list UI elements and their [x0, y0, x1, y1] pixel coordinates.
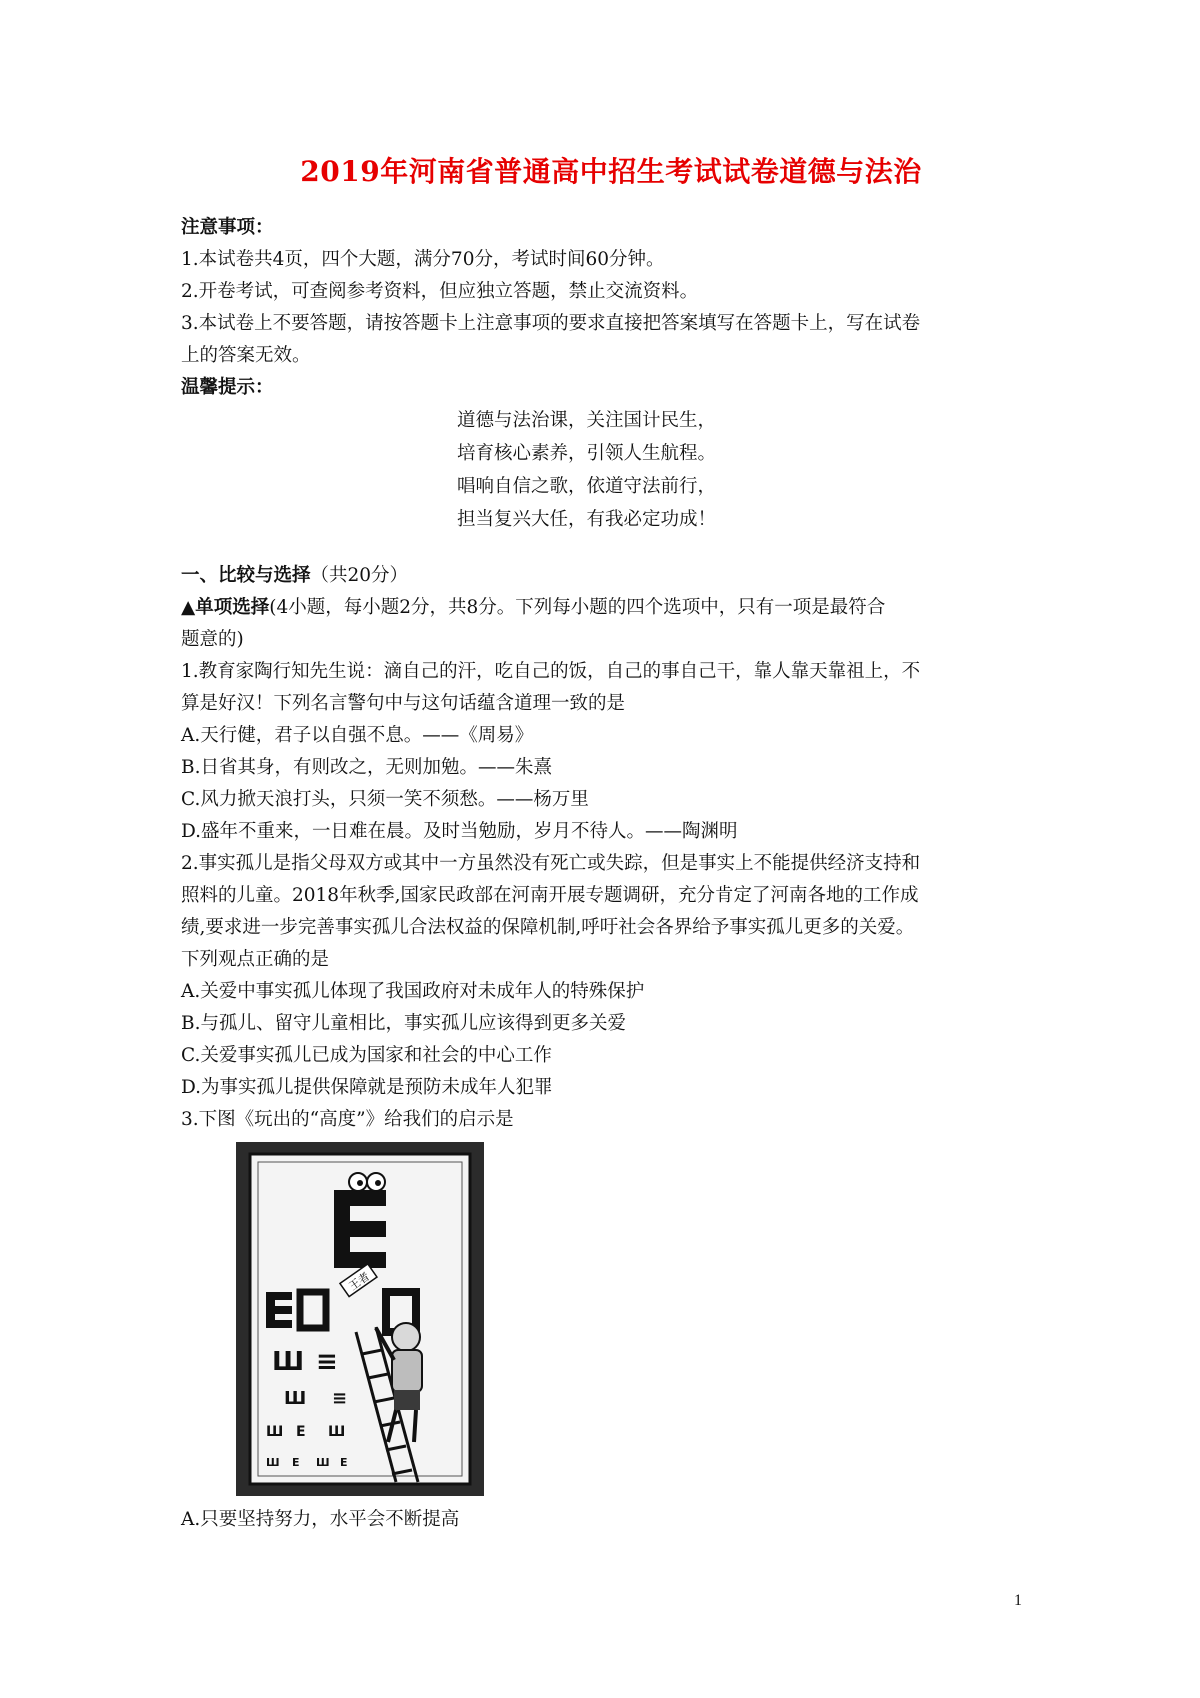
- chart-row-mark: ≡: [332, 1388, 348, 1409]
- option-a: A.天行健，君子以自强不息。——《周易》: [181, 725, 534, 746]
- chart-row-mark: Е: [292, 1456, 300, 1469]
- chart-row-mark: Ш: [316, 1456, 330, 1469]
- option-a: A.只要坚持努力，水平会不断提高: [181, 1509, 460, 1530]
- chart-row-mark: Ш: [284, 1388, 307, 1409]
- notice-item: 上的答案无效。: [181, 345, 311, 366]
- poem: [457, 404, 1041, 536]
- option-d: D.盛年不重来，一日难在晨。及时当勉励，岁月不待人。——陶渊明: [181, 821, 738, 842]
- question-stem: 2.事实孤儿是指父母双方或其中一方虽然没有死亡或失踪，但是事实上不能提供经济支持和: [181, 853, 921, 874]
- section-score: （共20分）: [310, 565, 409, 586]
- spacer: [181, 536, 1041, 560]
- question-stem: 1.教育家陶行知先生说：滴自己的汗，吃自己的饭，自己的事自己干，靠人靠天靠祖上，不: [181, 661, 921, 682]
- notice-item: 2.开卷考试，可查阅参考资料，但应独立答题，禁止交流资料。: [181, 281, 699, 302]
- subsection-note-cont: 题意的): [181, 629, 244, 650]
- notice-item: 3.本试卷上不要答题，请按答题卡上注意事项的要求直接把答案填写在答题卡上，写在试卷: [181, 313, 921, 334]
- question-stem: 绩,要求进一步完善事实孤儿合法权益的保障机制,呼吁社会各界给予事实孤儿更多的关爱。: [181, 917, 915, 938]
- option-c: C.关爱事实孤儿已成为国家和社会的中心工作: [181, 1045, 552, 1066]
- tag-label: 王者: [346, 1269, 373, 1294]
- poem-line: 唱响自信之歌，依道守法前行，: [457, 476, 717, 497]
- chart-row-mark: Ш: [266, 1456, 280, 1469]
- chart-row-mark: Ш: [266, 1424, 284, 1440]
- notice-item: 1.本试卷共4页，四个大题，满分70分，考试时间60分钟。: [181, 249, 665, 270]
- chart-row-mark: Ш: [272, 1347, 305, 1377]
- eye-chart-cartoon: [236, 1142, 484, 1496]
- option-b: B.与孤儿、留守儿童相比，事实孤儿应该得到更多关爱: [181, 1013, 626, 1034]
- subsection-note: (4小题，每小题2分，共8分。下列每小题的四个选项中，只有一项是最符合: [269, 597, 886, 618]
- chart-row-mark: ≡: [316, 1347, 338, 1377]
- poem-line: 培育核心素养，引领人生航程。: [457, 443, 717, 464]
- page-title: 2019年河南省普通高中招生考试试卷道德与法治: [300, 155, 922, 188]
- chart-row-mark: Ш: [328, 1424, 346, 1440]
- question-stem: 下列观点正确的是: [181, 949, 330, 970]
- subsection-title: ▲单项选择: [181, 597, 270, 618]
- question-stem: 算是好汉！下列名言警句中与这句话蕴含道理一致的是: [181, 693, 626, 714]
- chart-row-mark: Е: [340, 1456, 348, 1469]
- option-d: D.为事实孤儿提供保障就是预防未成年人犯罪: [181, 1077, 553, 1098]
- question-stem: 照料的儿童。2018年秋季,国家民政部在河南开展专题调研，充分肯定了河南各地的工作成: [181, 885, 919, 906]
- poem-line: 道德与法治课，关注国计民生，: [457, 410, 717, 431]
- notice-heading: 注意事项：: [181, 217, 274, 238]
- poem-line: 担当复兴大任，有我必定功成！: [457, 509, 717, 530]
- chart-row-mark: Е: [296, 1424, 306, 1440]
- page-number: 1: [1014, 1592, 1022, 1609]
- tips-heading: 温馨提示：: [181, 377, 274, 398]
- cartoon-image: [236, 1142, 484, 1496]
- exam-page: [181, 150, 1041, 1536]
- subsection-heading: [181, 592, 1041, 624]
- section-title: 一、比较与选择: [181, 565, 311, 586]
- option-b: B.日省其身，有则改之，无则加勉。——朱熹: [181, 757, 552, 778]
- section-heading: [181, 560, 1041, 592]
- option-c: C.风力掀天浪打头，只须一笑不须愁。——杨万里: [181, 789, 589, 810]
- option-a: A.关爱中事实孤儿体现了我国政府对未成年人的特殊保护: [181, 981, 645, 1002]
- question-stem: 3.下图《玩出的“高度”》给我们的启示是: [181, 1109, 514, 1130]
